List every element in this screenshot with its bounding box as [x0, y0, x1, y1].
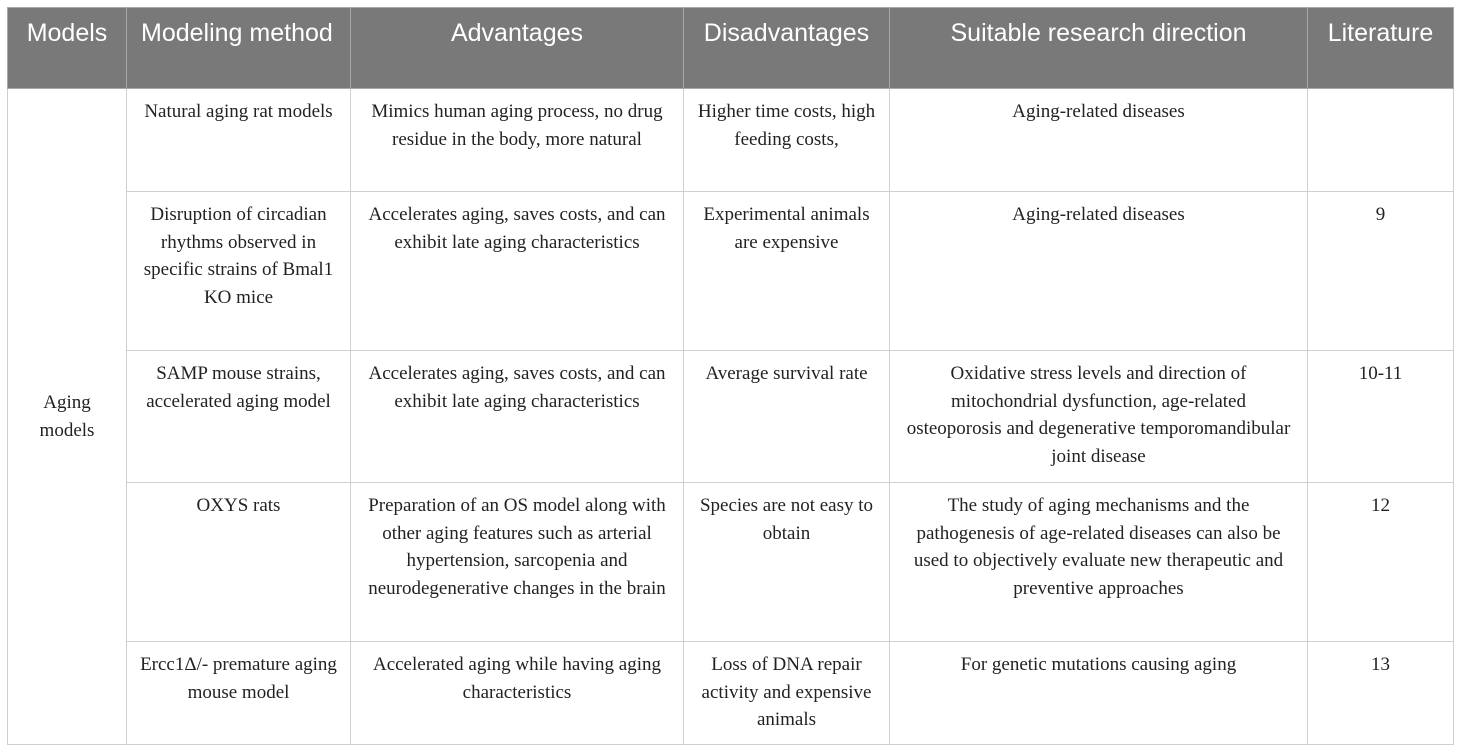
cell-literature: 10-11 [1308, 351, 1454, 483]
cell-disadvantages: Average survival rate [684, 351, 890, 483]
group-label-aging-models: Aging models [8, 89, 127, 745]
header-advantages: Advantages [351, 8, 684, 89]
cell-advantages: Accelerates aging, saves costs, and can exhibit late aging characteristics [351, 351, 684, 483]
cell-disadvantages: Higher time costs, high feeding costs, [684, 89, 890, 192]
header-models: Models [8, 8, 127, 89]
header-disadvantages: Disadvantages [684, 8, 890, 89]
cell-disadvantages: Experimental animals are expensive [684, 192, 890, 351]
cell-direction: For genetic mutations causing aging [890, 642, 1308, 745]
header-research-direction: Suitable research direction [890, 8, 1308, 89]
aging-models-table [7, 7, 1454, 745]
cell-direction: Aging-related diseases [890, 192, 1308, 351]
table-row [8, 483, 1454, 642]
cell-advantages: Accelerated aging while having aging characteristics [351, 642, 684, 745]
table-row [8, 351, 1454, 483]
cell-literature: 9 [1308, 192, 1454, 351]
cell-literature [1308, 89, 1454, 192]
table-row [8, 192, 1454, 351]
cell-direction: Oxidative stress levels and direction of mitochondrial dysfunction, age-related osteoporosis and degenerative temporomandibular joint disease [890, 351, 1308, 483]
table-row [8, 642, 1454, 745]
cell-disadvantages: Loss of DNA repair activity and expensive animals [684, 642, 890, 745]
header-row [8, 8, 1454, 89]
cell-method: SAMP mouse strains, accelerated aging model [127, 351, 351, 483]
cell-method: Natural aging rat models [127, 89, 351, 192]
cell-disadvantages: Species are not easy to obtain [684, 483, 890, 642]
cell-method: Disruption of circadian rhythms observed in specific strains of Bmal1 KO mice [127, 192, 351, 351]
cell-method: Ercc1Δ/- premature aging mouse model [127, 642, 351, 745]
table-row [8, 89, 1454, 192]
cell-method: OXYS rats [127, 483, 351, 642]
cell-advantages: Preparation of an OS model along with other aging features such as arterial hypertension, sarcopenia and neurodegenerative changes in the brain [351, 483, 684, 642]
header-modeling-method: Modeling method [127, 8, 351, 89]
cell-direction: Aging-related diseases [890, 89, 1308, 192]
cell-advantages: Mimics human aging process, no drug residue in the body, more natural [351, 89, 684, 192]
cell-literature: 12 [1308, 483, 1454, 642]
cell-advantages: Accelerates aging, saves costs, and can exhibit late aging characteristics [351, 192, 684, 351]
cell-direction: The study of aging mechanisms and the pathogenesis of age-related diseases can also be used to objectively evaluate new therapeutic and preventive approaches [890, 483, 1308, 642]
cell-literature: 13 [1308, 642, 1454, 745]
header-literature: Literature [1308, 8, 1454, 89]
